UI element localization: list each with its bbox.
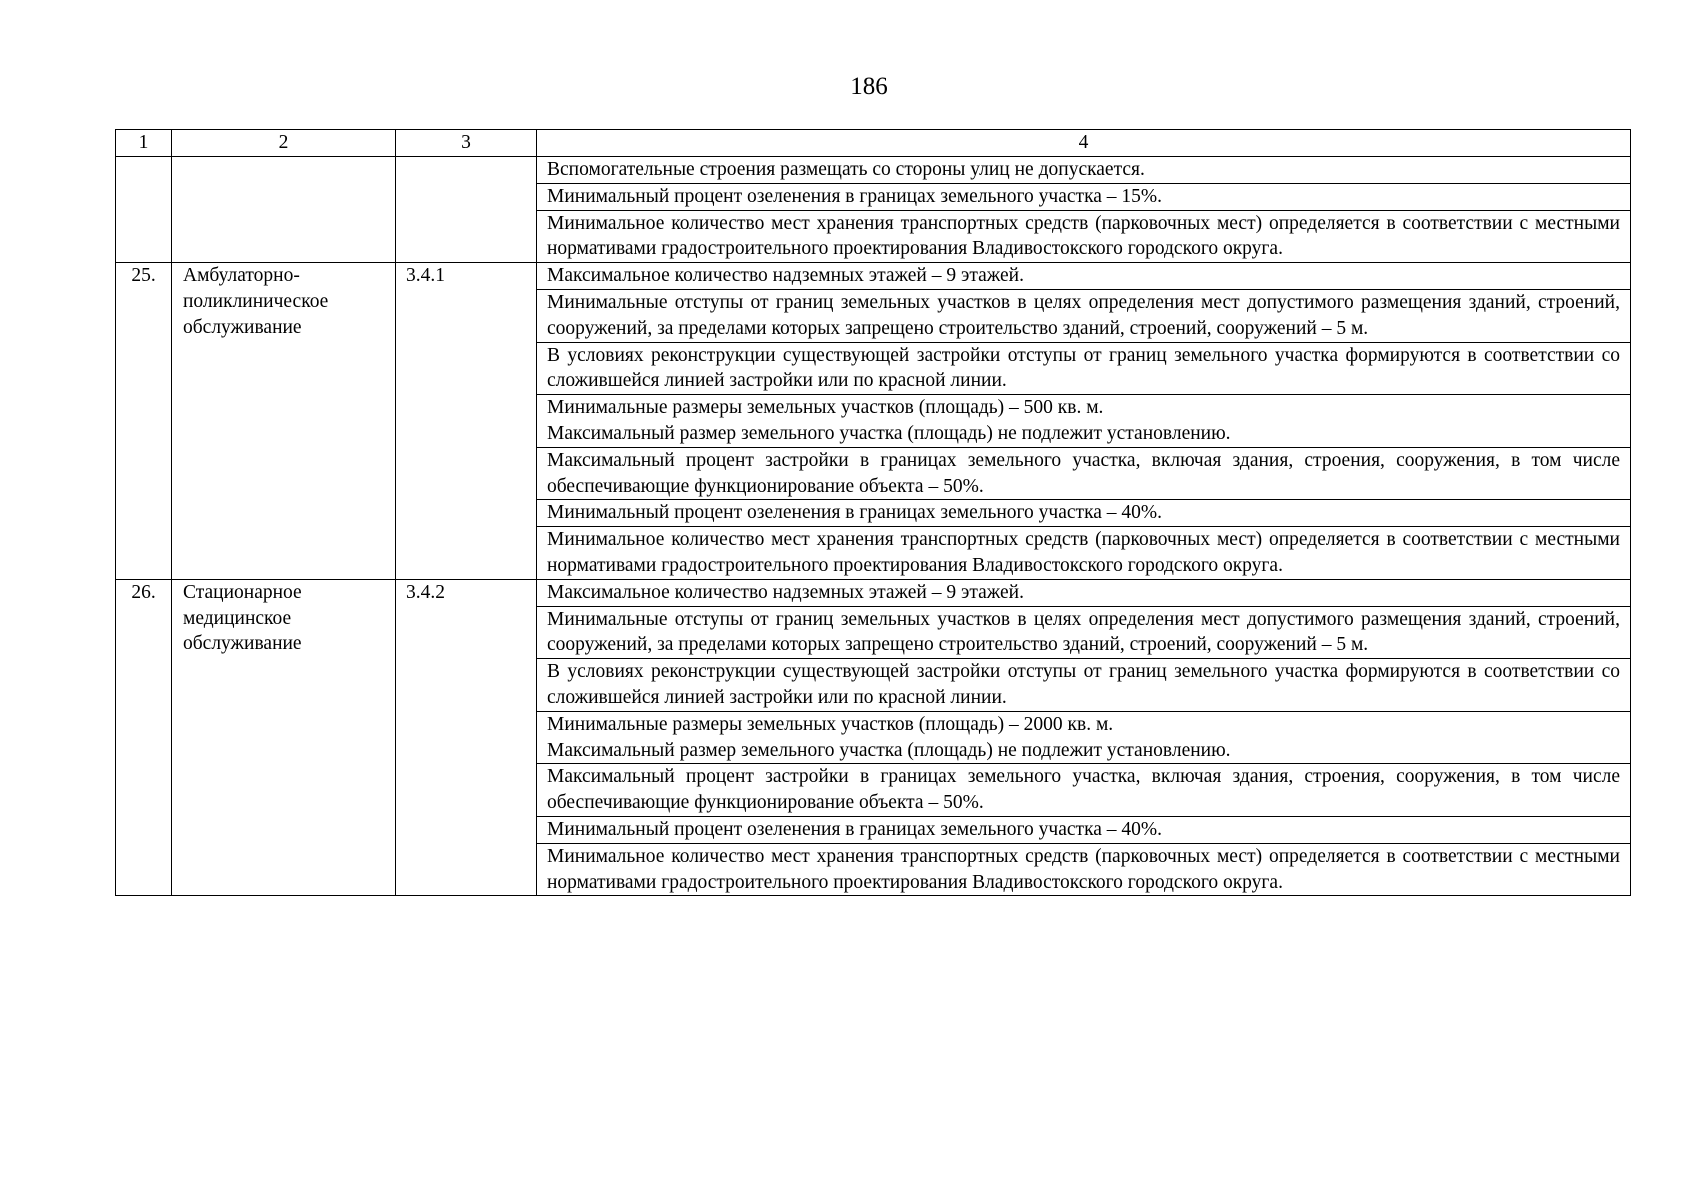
- column-header: 2: [172, 130, 396, 157]
- entry-number-cell: [116, 157, 172, 263]
- table-row: [116, 579, 1631, 606]
- requirement-line: Минимальные размеры земельных участков (площадь) – 500 кв. м.: [547, 397, 1104, 419]
- requirement-line: Максимальный размер земельного участка (площадь) не подлежит установлению.: [547, 739, 1231, 761]
- requirement-cell: В условиях реконструкции существующей застройки отступы от границ земельного участка формируются в соответствии со сложившейся линией застройки или по красной линии.: [537, 342, 1631, 395]
- entry-number: 25.: [116, 263, 172, 580]
- page-number: 186: [850, 73, 888, 100]
- requirement-cell: Минимальный процент озеленения в границах земельного участка – 40%.: [537, 500, 1631, 527]
- requirement-cell: Минимальный процент озеленения в границах земельного участка – 15%.: [537, 183, 1631, 210]
- requirement-cell: Максимальное количество надземных этажей – 9 этажей.: [537, 579, 1631, 606]
- requirement-line: Максимальный размер земельного участка (площадь) не подлежит установлению.: [547, 422, 1231, 444]
- entry-code-cell: [396, 157, 537, 263]
- entry-name-cell: [172, 157, 396, 263]
- entry-name: Амбулаторно-поликлиническое обслуживание: [172, 263, 396, 580]
- requirement-cell: В условиях реконструкции существующей застройки отступы от границ земельного участка формируются в соответствии со сложившейся линией застройки или по красной линии.: [537, 659, 1631, 712]
- requirement-cell: Минимальные отступы от границ земельных участков в целях определения мест допустимого размещения зданий, строений, сооружений, за пределами которых запрещено строительство зданий, строений, сооружений – 5 м.: [537, 606, 1631, 659]
- column-header: 3: [396, 130, 537, 157]
- column-header: 4: [537, 130, 1631, 157]
- requirement-cell: Вспомогательные строения размещать со стороны улиц не допускается.: [537, 157, 1631, 184]
- requirement-cell: Минимальное количество мест хранения транспортных средств (парковочных мест) определяется в соответствии с местными нормативами градостроительного проектирования Владивостокского городского округа.: [537, 843, 1631, 896]
- column-header: 1: [116, 130, 172, 157]
- requirement-cell: Минимальные отступы от границ земельных участков в целях определения мест допустимого размещения зданий, строений, сооружений, за пределами которых запрещено строительство зданий, строений, сооружений – 5 м.: [537, 289, 1631, 342]
- entry-code: 3.4.1: [396, 263, 537, 580]
- requirement-cell: Максимальное количество надземных этажей – 9 этажей.: [537, 263, 1631, 290]
- entry-code: 3.4.2: [396, 579, 537, 896]
- entry-name: Стационарное медицинское обслуживание: [172, 579, 396, 896]
- requirement-cell: Минимальное количество мест хранения транспортных средств (парковочных мест) определяется в соответствии с местными нормативами градостроительного проектирования Владивостокского городского округа.: [537, 210, 1631, 263]
- table-row: [116, 263, 1631, 290]
- requirement-cell: Максимальный процент застройки в границах земельного участка, включая здания, строения, сооружения, в том числе обеспечивающие функционирование объекта – 50%.: [537, 447, 1631, 500]
- table-row: [116, 157, 1631, 184]
- requirement-cell: Минимальный процент озеленения в границах земельного участка – 40%.: [537, 816, 1631, 843]
- requirement-cell: [537, 395, 1631, 448]
- requirement-line: Минимальные размеры земельных участков (площадь) – 2000 кв. м.: [547, 713, 1114, 735]
- table-header-row: [116, 130, 1631, 157]
- requirement-cell: [537, 711, 1631, 764]
- requirement-cell: Минимальное количество мест хранения транспортных средств (парковочных мест) определяется в соответствии с местными нормативами градостроительного проектирования Владивостокского городского округа.: [537, 527, 1631, 580]
- requirement-cell: Максимальный процент застройки в границах земельного участка, включая здания, строения, сооружения, в том числе обеспечивающие функционирование объекта – 50%.: [537, 764, 1631, 817]
- regulations-table: [115, 129, 1631, 896]
- entry-number: 26.: [116, 579, 172, 896]
